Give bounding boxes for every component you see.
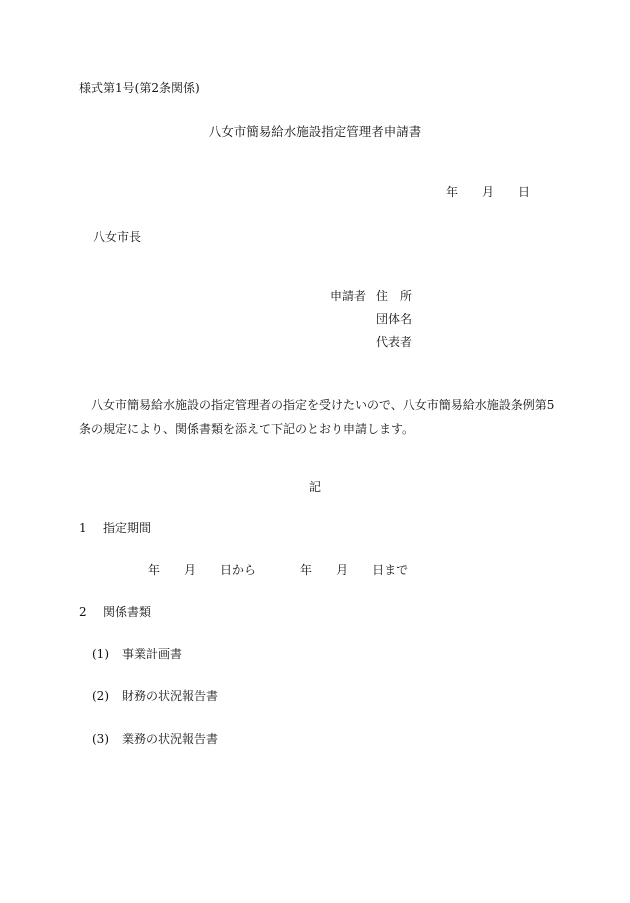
section-2-heading	[79, 604, 151, 620]
form-number: 様式第1号(第2条関係)	[79, 81, 200, 95]
addressee: 八女市長	[93, 230, 142, 244]
period-from-month: 月	[184, 563, 197, 577]
applicant-address-field: 住 所	[376, 289, 413, 303]
document-item-label: 事業計画書	[122, 647, 183, 661]
section-2-number: 2	[79, 605, 87, 619]
applicant-label: 申請者	[330, 289, 367, 303]
applicant-organization-field: 団体名	[376, 312, 413, 326]
date-month: 月	[482, 185, 495, 199]
ki-heading: 記	[308, 480, 321, 494]
date-day: 日	[518, 185, 531, 199]
applicant-representative-field: 代表者	[376, 335, 413, 349]
date-year: 年	[446, 185, 459, 199]
document-item-number: (3)	[92, 732, 109, 746]
document-item	[92, 731, 218, 747]
period-from-day: 日から	[220, 563, 257, 577]
section-1-number: 1	[79, 521, 87, 535]
document-item-number: (1)	[92, 647, 109, 661]
document-item-number: (2)	[92, 689, 109, 703]
section-1-title: 指定期間	[103, 521, 152, 535]
date-line	[446, 184, 530, 200]
document-item	[92, 646, 182, 662]
designation-period	[148, 562, 408, 578]
period-from-year: 年	[148, 563, 161, 577]
section-1-heading	[79, 520, 151, 536]
document-title: 八女市簡易給水施設指定管理者申請書	[208, 124, 422, 139]
period-to-month: 月	[336, 563, 349, 577]
period-to-day: 日まで	[372, 563, 409, 577]
section-2-title: 関係書類	[103, 605, 152, 619]
period-to-year: 年	[300, 563, 313, 577]
document-item	[92, 688, 218, 704]
application-body-text: 八女市簡易給水施設の指定管理者の指定を受けたいので、八女市簡易給水施設条例第5条の規定により、関係書類を添えて下記のとおり申請します。	[79, 398, 555, 436]
document-item-label: 財務の状況報告書	[122, 689, 219, 703]
document-item-label: 業務の状況報告書	[122, 732, 219, 746]
